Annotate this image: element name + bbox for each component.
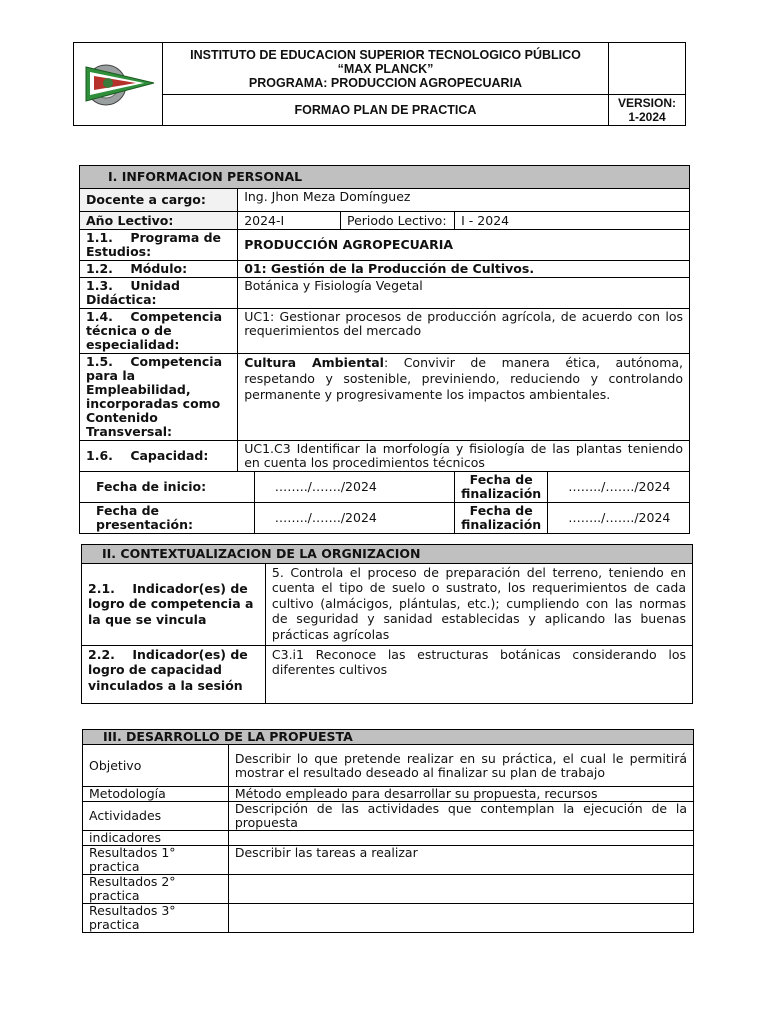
header-blank-cell [609, 43, 686, 95]
logo-cell [74, 43, 163, 126]
comp-emp-label-cell [80, 354, 238, 441]
programa-value: PRODUCCIÓN AGROPECUARIA [238, 230, 690, 261]
item-number: 1.5. [86, 354, 113, 369]
periodo-value: I - 2024 [455, 212, 690, 230]
programa-label: Programa de Estudios: [86, 230, 222, 259]
institute-name: INSTITUTO DE EDUCACION SUPERIOR TECNOLOGICO PÚBLICO [190, 47, 581, 62]
indicadores-label: indicadores [83, 831, 229, 846]
fecha-fin2-label: Fecha de finalización [455, 503, 548, 534]
comp-emp-label: Competencia para la Empleabilidad, incorporadas como Contenido Transversal: [86, 354, 223, 439]
capacidad-label-cell [80, 441, 238, 472]
resultados-1-value: Describir las tareas a realizar [228, 846, 693, 875]
modulo-value: 01: Gestión de la Producción de Cultivos. [238, 261, 690, 278]
institute-subname: “MAX PLANCK” [337, 61, 434, 76]
item-number: 2.2. [88, 646, 115, 662]
unidad-value: Botánica y Fisiología Vegetal [238, 278, 690, 309]
unidad-label-cell [80, 278, 238, 309]
item-number: 1.4. [86, 309, 113, 324]
section-title: I. INFORMACION PERSONAL [80, 166, 690, 189]
capacidad-value: UC1.C3 Identificar la morfología y fisiología de las plantas teniendo en cuenta los procedimientos técnicos [238, 441, 690, 472]
modulo-label: Módulo: [130, 261, 188, 276]
ind-cap-label-text: Indicador(es) de logro de capacidad vinculados a la sesión [88, 646, 248, 693]
institute-title-cell [163, 43, 609, 95]
anio-value: 2024-I [238, 212, 341, 230]
version-cell [609, 95, 686, 126]
actividades-label: Actividades [83, 802, 229, 831]
ind-cap-value: C3.i1 Reconoce las estructuras botánicas considerando los diferentes cultivos [265, 645, 692, 703]
institute-logo-icon [74, 45, 162, 121]
item-number: 1.2. [86, 261, 113, 276]
section-desarrollo-propuesta [82, 729, 694, 933]
metodologia-value: Método empleado para desarrollar su propuesta, recursos [228, 787, 693, 802]
fecha-inicio-value: ……../……./2024 [254, 472, 454, 503]
ind-comp-label-cell [82, 563, 266, 645]
docente-label: Docente a cargo: [80, 189, 238, 212]
modulo-label-cell [80, 261, 238, 278]
ind-comp-label: Indicador(es) de logro de competencia a la que se vincula [88, 580, 254, 627]
version-label: VERSION: [617, 96, 676, 110]
ind-comp-value: 5. Controla el proceso de preparación del terreno, teniendo en cuenta el tipo de suelo o sustrato, los requerimientos de cada cultivo (almácigos, plántulas, etc.); cumpliendo con las normas de seguridad y sanidad establecidas y aplicando las buenas prácticas agrícolas [265, 563, 692, 645]
fecha-fin-label: Fecha de finalización [455, 472, 548, 503]
comp-emp-value: : Convivir de manera ética, autónoma, respetando y sostenible, previniendo, reduciendo y controlando permanente y progresivamente los impactos ambientales. [244, 355, 684, 402]
section-title: II. CONTEXTUALIZACION DE LA ORGNIZACION [82, 545, 693, 564]
resultados-2-value [228, 875, 693, 904]
section-title: III. DESARROLLO DE LA PROPUESTA [83, 730, 694, 745]
document-header [73, 42, 686, 126]
actividades-value: Descripción de las actividades que contemplan la ejecución de la propuesta [228, 802, 693, 831]
resultados-1-label: Resultados 1° practica [83, 846, 229, 875]
capacidad-label: Capacidad: [130, 448, 209, 463]
section-contextualizacion [81, 544, 693, 704]
resultados-3-label: Resultados 3° practica [83, 904, 229, 933]
form-title: FORMAO PLAN DE PRACTICA [163, 95, 609, 126]
fecha-inicio-label: Fecha de inicio: [80, 472, 255, 503]
fecha-presentacion-value: ……../……./2024 [254, 503, 454, 534]
comp-tec-label: Competencia técnica o de especialidad: [86, 309, 223, 352]
program-name: PROGRAMA: PRODUCCION AGROPECUARIA [248, 75, 523, 90]
item-number: 1.1. [86, 230, 113, 245]
comp-emp-value-cell [238, 354, 690, 441]
fecha-presentacion-label: Fecha de presentación: [80, 503, 255, 534]
anio-label: Año Lectivo: [80, 212, 238, 230]
item-number: 1.3. [86, 278, 113, 293]
comp-tec-value: UC1: Gestionar procesos de producción agrícola, de acuerdo con los requerimientos del mercado [238, 309, 690, 354]
comp-emp-value-bold: Cultura Ambiental [244, 355, 384, 370]
ind-cap-label-cell [82, 645, 266, 703]
item-number: 2.1. [88, 580, 115, 596]
fecha-fin-value: ……../……./2024 [548, 472, 690, 503]
resultados-3-value [228, 904, 693, 933]
item-number: 1.6. [86, 448, 113, 463]
periodo-label: Periodo Lectivo: [341, 212, 455, 230]
metodologia-label: Metodología [83, 787, 229, 802]
section-informacion-personal [79, 165, 690, 534]
objetivo-label: Objetivo [83, 745, 229, 787]
comp-tec-label-cell [80, 309, 238, 354]
unidad-label: Unidad Didáctica: [86, 278, 180, 307]
resultados-2-label: Resultados 2° practica [83, 875, 229, 904]
indicadores-value [228, 831, 693, 846]
fecha-fin2-value: ……../……./2024 [548, 503, 690, 534]
docente-value: Ing. Jhon Meza Domínguez [238, 189, 690, 212]
programa-label-cell [80, 230, 238, 261]
objetivo-value: Describir lo que pretende realizar en su práctica, el cual le permitirá mostrar el resultado deseado al finalizar su plan de trabajo [228, 745, 693, 787]
version-value: 1-2024 [628, 110, 666, 124]
